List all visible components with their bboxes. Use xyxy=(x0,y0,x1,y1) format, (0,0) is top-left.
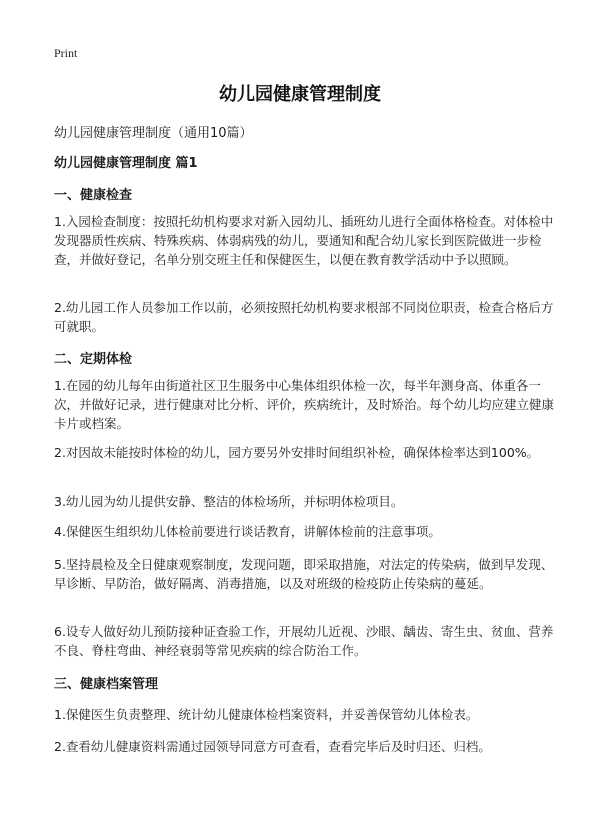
section-2-paragraph-6: 6.设专人做好幼儿预防接种证查验工作，开展幼儿近视、沙眼、龋齿、寄生虫、贫血、营养不良、脊柱弯曲、神经衰弱等常见疾病的综合防治工作。 xyxy=(54,624,554,658)
section-2-paragraph-4: 4.保健医生组织幼儿体检前要进行谈话教育，讲解体检前的注意事项。 xyxy=(54,524,441,539)
section-heading-health-check: 一、健康检查 xyxy=(54,188,133,203)
section-2-paragraph-5: 5.坚持晨检及全日健康观察制度，发现问题，即采取措施，对法定的传染病，做到早发现、早诊断、早防治，做好隔离、消毒措施，以及对班级的检疫防止传染病的蔓延。 xyxy=(54,557,554,591)
section-3-paragraph-2: 2.查看幼儿健康资料需通过园领导同意方可查看，查看完毕后及时归还、归档。 xyxy=(54,739,491,754)
page-title: 幼儿园健康管理制度 xyxy=(219,84,381,105)
document-subtitle: 幼儿园健康管理制度（通用10篇） xyxy=(54,126,253,141)
section-heading-health-records: 三、健康档案管理 xyxy=(54,677,159,692)
section-2-paragraph-1: 1.在园的幼儿每年由街道社区卫生服务中心集体组织体检一次，每半年测身高、体重各一次，并做好记录，进行健康对比分析、评价，疾病统计，及时矫治。每个幼儿均应建立健康卡片或档案。 xyxy=(54,378,555,431)
article-heading: 幼儿园健康管理制度 篇1 xyxy=(54,156,198,171)
print-link[interactable]: Print xyxy=(54,46,78,60)
section-heading-regular-checkup: 二、定期体检 xyxy=(54,352,133,367)
section-3-paragraph-1: 1.保健医生负责整理、统计幼儿健康体检档案资料，并妥善保管幼儿体检表。 xyxy=(54,707,479,722)
section-1-paragraph-2: 2.幼儿园工作人员参加工作以前，必须按照托幼机构要求根部不同岗位职责，检查合格后方可就职。 xyxy=(54,300,554,334)
section-2-paragraph-3: 3.幼儿园为幼儿提供安静、整洁的体检场所，并标明体检项目。 xyxy=(54,494,404,509)
section-2-paragraph-2: 2.对因故未能按时体检的幼儿，园方要另外安排时间组织补检，确保体检率达到100%。 xyxy=(54,445,540,460)
section-1-paragraph-1: 1.入园检查制度：按照托幼机构要求对新入园幼儿、插班幼儿进行全面体格检查。对体检中发现器质性疾病、特殊疾病、体弱病残的幼儿，要通知和配合幼儿家长到医院做进一步检查，并做好登记，名单分别交班主任和保健医生，以便在教育教学活动中予以照顾。 xyxy=(54,214,554,267)
